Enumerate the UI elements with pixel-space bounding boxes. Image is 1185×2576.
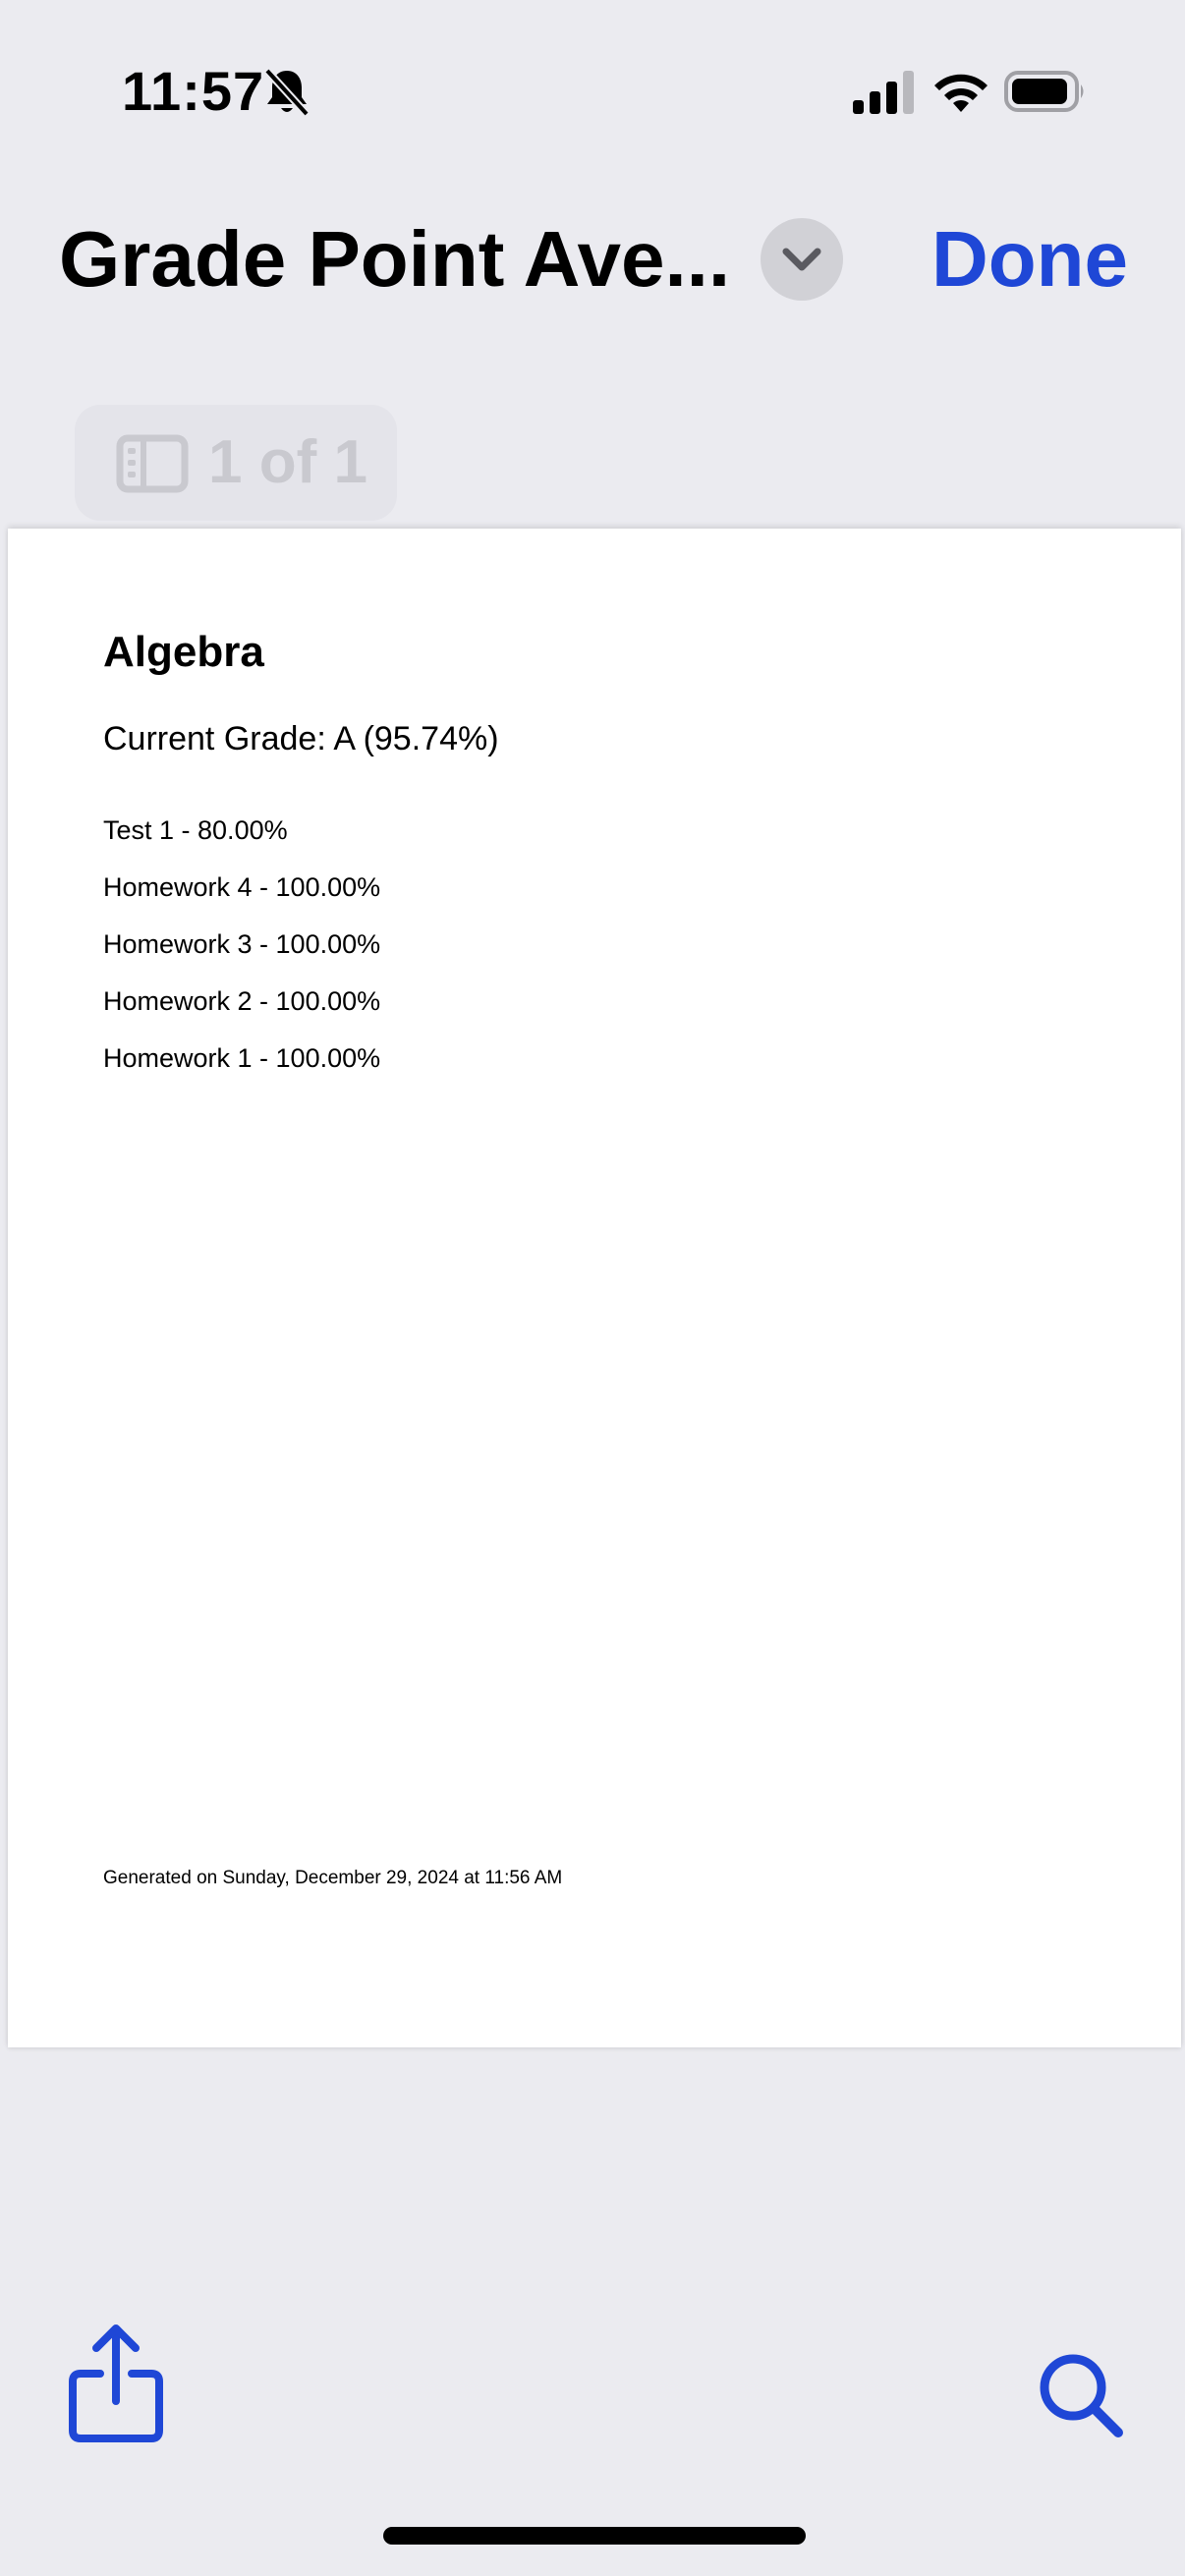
search-icon[interactable] [1036, 2350, 1126, 2440]
bell-slash-icon [263, 67, 310, 118]
chevron-down-icon [780, 242, 823, 277]
wifi-icon [931, 69, 990, 114]
share-icon[interactable] [67, 2323, 165, 2446]
document-title[interactable]: Grade Point Ave... [59, 215, 731, 303]
generated-footer: Generated on Sunday, December 29, 2024 at 11:56 AM [103, 1868, 563, 1888]
sidebar-icon [116, 434, 189, 493]
grade-item: Homework 3 - 100.00% [103, 929, 381, 959]
current-grade: Current Grade: A (95.74%) [103, 720, 499, 757]
grade-list [103, 813, 380, 1098]
document-page[interactable] [8, 529, 1181, 2047]
grade-item: Test 1 - 80.00% [103, 815, 288, 845]
grade-item: Homework 4 - 100.00% [103, 872, 381, 902]
page-indicator-button[interactable] [75, 405, 397, 521]
status-time: 11:57 [122, 60, 265, 122]
status-bar [0, 0, 1185, 177]
battery-icon [1004, 69, 1087, 114]
cellular-signal-icon [853, 71, 916, 114]
grade-item: Homework 2 - 100.00% [103, 986, 381, 1016]
grade-item: Homework 1 - 100.00% [103, 1043, 381, 1073]
course-title: Algebra [103, 628, 264, 676]
title-menu-button[interactable] [761, 218, 843, 301]
done-button[interactable]: Done [931, 215, 1128, 303]
home-indicator[interactable] [383, 2527, 806, 2545]
page-indicator-label: 1 of 1 [208, 428, 367, 496]
